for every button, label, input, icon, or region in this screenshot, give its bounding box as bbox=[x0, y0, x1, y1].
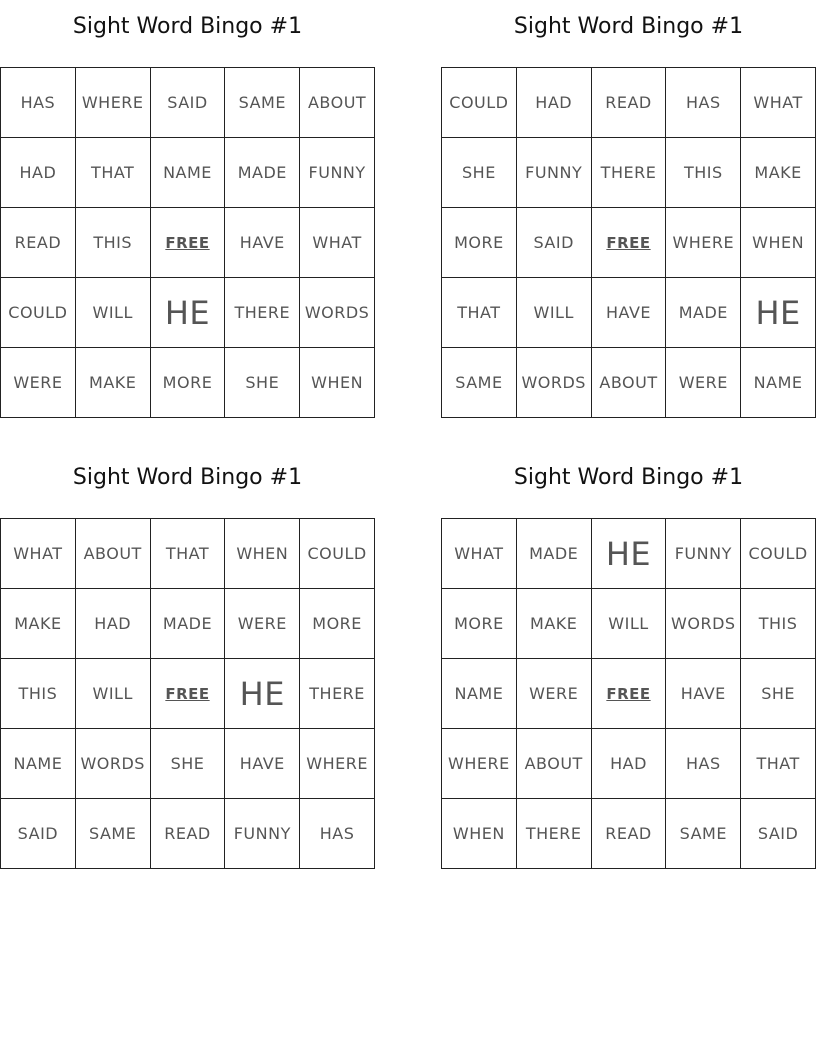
bingo-cell: WORDS bbox=[517, 348, 592, 418]
free-space-cell: FREE bbox=[151, 659, 226, 729]
bingo-cell: COULD bbox=[300, 519, 375, 589]
bingo-cell: WERE bbox=[225, 589, 300, 659]
bingo-cell: WORDS bbox=[666, 589, 741, 659]
bingo-cell: SAME bbox=[76, 799, 151, 869]
bingo-cell: THERE bbox=[517, 799, 592, 869]
bingo-grid bbox=[0, 67, 375, 418]
bingo-cell: SAME bbox=[225, 68, 300, 138]
bingo-cell: HAS bbox=[666, 68, 741, 138]
bingo-cell: NAME bbox=[741, 348, 816, 418]
bingo-cell: SHE bbox=[442, 138, 517, 208]
bingo-cell: SHE bbox=[151, 729, 226, 799]
bingo-cell: MAKE bbox=[517, 589, 592, 659]
bingo-cell: SAME bbox=[666, 799, 741, 869]
bingo-cell: HAD bbox=[592, 729, 667, 799]
bingo-cell: HAS bbox=[666, 729, 741, 799]
bingo-cell: HAD bbox=[76, 589, 151, 659]
bingo-cell: MORE bbox=[300, 589, 375, 659]
bingo-cell: WORDS bbox=[300, 278, 375, 348]
bingo-cell: HE bbox=[225, 659, 300, 729]
bingo-cell: MADE bbox=[225, 138, 300, 208]
bingo-cell: MADE bbox=[517, 519, 592, 589]
bingo-cell: ABOUT bbox=[76, 519, 151, 589]
bingo-cell: THIS bbox=[666, 138, 741, 208]
free-space-cell: FREE bbox=[151, 208, 226, 278]
bingo-cell: SAID bbox=[151, 68, 226, 138]
bingo-cell: ABOUT bbox=[300, 68, 375, 138]
bingo-cell: THAT bbox=[741, 729, 816, 799]
bingo-cell: HE bbox=[592, 519, 667, 589]
bingo-cell: WHEN bbox=[300, 348, 375, 418]
bingo-cell: ABOUT bbox=[592, 348, 667, 418]
bingo-grid bbox=[441, 67, 816, 418]
bingo-cell: WERE bbox=[517, 659, 592, 729]
bingo-cell: WHEN bbox=[225, 519, 300, 589]
bingo-cell: MADE bbox=[666, 278, 741, 348]
bingo-cell: SHE bbox=[741, 659, 816, 729]
bingo-cell: HAS bbox=[300, 799, 375, 869]
bingo-cell: SAID bbox=[517, 208, 592, 278]
bingo-cell: WHERE bbox=[76, 68, 151, 138]
bingo-cell: NAME bbox=[442, 659, 517, 729]
bingo-cell: HAVE bbox=[666, 659, 741, 729]
bingo-cell: THIS bbox=[76, 208, 151, 278]
card-title: Sight Word Bingo #1 bbox=[513, 14, 744, 39]
bingo-cell: NAME bbox=[1, 729, 76, 799]
bingo-cell: WHAT bbox=[1, 519, 76, 589]
bingo-cell: MORE bbox=[442, 208, 517, 278]
bingo-cell: MAKE bbox=[741, 138, 816, 208]
bingo-grid bbox=[441, 518, 816, 869]
bingo-cell: SAME bbox=[442, 348, 517, 418]
bingo-cell: WILL bbox=[76, 278, 151, 348]
card-title: Sight Word Bingo #1 bbox=[513, 465, 744, 490]
bingo-cell: MAKE bbox=[1, 589, 76, 659]
bingo-cell: NAME bbox=[151, 138, 226, 208]
bingo-cell: THIS bbox=[741, 589, 816, 659]
bingo-cell: WHERE bbox=[300, 729, 375, 799]
bingo-cell: READ bbox=[1, 208, 76, 278]
bingo-cell: THERE bbox=[300, 659, 375, 729]
bingo-cell: READ bbox=[592, 68, 667, 138]
bingo-cell: THAT bbox=[442, 278, 517, 348]
bingo-cell: ABOUT bbox=[517, 729, 592, 799]
bingo-cell: HAS bbox=[1, 68, 76, 138]
bingo-cell: MADE bbox=[151, 589, 226, 659]
bingo-cell: WHERE bbox=[666, 208, 741, 278]
bingo-cell: MORE bbox=[151, 348, 226, 418]
bingo-cell: MORE bbox=[442, 589, 517, 659]
bingo-cell: WERE bbox=[1, 348, 76, 418]
bingo-cell: THAT bbox=[151, 519, 226, 589]
bingo-cell: FUNNY bbox=[517, 138, 592, 208]
bingo-cell: FUNNY bbox=[300, 138, 375, 208]
bingo-cell: COULD bbox=[442, 68, 517, 138]
bingo-cell: SHE bbox=[225, 348, 300, 418]
bingo-cell: WHERE bbox=[442, 729, 517, 799]
bingo-cell: HE bbox=[741, 278, 816, 348]
bingo-cell: HAVE bbox=[225, 729, 300, 799]
bingo-cell: HAD bbox=[1, 138, 76, 208]
card-title: Sight Word Bingo #1 bbox=[72, 14, 303, 39]
bingo-cell: COULD bbox=[741, 519, 816, 589]
bingo-cell: HAD bbox=[517, 68, 592, 138]
bingo-cell: READ bbox=[592, 799, 667, 869]
bingo-cell: HAVE bbox=[225, 208, 300, 278]
bingo-cell: HAVE bbox=[592, 278, 667, 348]
bingo-cell: HE bbox=[151, 278, 226, 348]
bingo-cell: SAID bbox=[741, 799, 816, 869]
bingo-cell: WILL bbox=[517, 278, 592, 348]
bingo-cell: WHAT bbox=[741, 68, 816, 138]
bingo-cell: WHEN bbox=[442, 799, 517, 869]
bingo-cell: THIS bbox=[1, 659, 76, 729]
bingo-cell: FUNNY bbox=[225, 799, 300, 869]
bingo-cell: WHAT bbox=[300, 208, 375, 278]
card-title: Sight Word Bingo #1 bbox=[72, 465, 303, 490]
bingo-cell: SAID bbox=[1, 799, 76, 869]
bingo-cell: THAT bbox=[76, 138, 151, 208]
free-space-cell: FREE bbox=[592, 208, 667, 278]
bingo-cell: WHEN bbox=[741, 208, 816, 278]
bingo-cell: FUNNY bbox=[666, 519, 741, 589]
bingo-grid bbox=[0, 518, 375, 869]
bingo-cell: MAKE bbox=[76, 348, 151, 418]
bingo-cell: WILL bbox=[76, 659, 151, 729]
bingo-cell: COULD bbox=[1, 278, 76, 348]
bingo-cell: READ bbox=[151, 799, 226, 869]
bingo-cell: THERE bbox=[225, 278, 300, 348]
bingo-cell: WILL bbox=[592, 589, 667, 659]
bingo-cell: WHAT bbox=[442, 519, 517, 589]
bingo-cell: THERE bbox=[592, 138, 667, 208]
bingo-cell: WERE bbox=[666, 348, 741, 418]
bingo-cell: WORDS bbox=[76, 729, 151, 799]
free-space-cell: FREE bbox=[592, 659, 667, 729]
